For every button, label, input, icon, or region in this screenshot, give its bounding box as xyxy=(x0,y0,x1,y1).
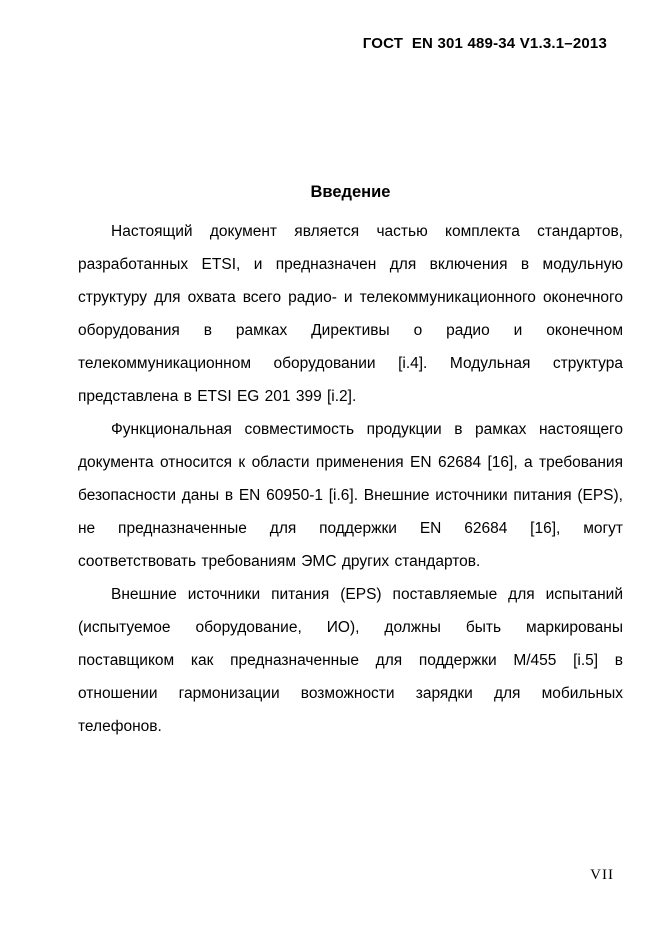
document-body xyxy=(78,178,623,743)
document-header: ГОСТ EN 301 489-34 V1.3.1–2013 xyxy=(362,35,607,52)
page-number: VII xyxy=(590,867,614,883)
section-title: Введение xyxy=(310,183,391,201)
paragraph-3: Внешние источники питания (EPS) поставляемые для испытаний (испытуемое оборудование, ИО), должны быть маркированы поставщиком как предназначенные для поддержки M/455 [i.5] в отношении гармонизации возможности зарядки для мобильных телефонов. xyxy=(78,586,623,735)
paragraph-2: Функциональная совместимость продукции в рамках настоящего документа относится к области применения EN 62684 [16], а требования безопасности даны в EN 60950-1 [i.6]. Внешние источники питания (EPS), не предназначенные для поддержки EN 62684 [16], могут соответствовать требованиям ЭМС других стандартов. xyxy=(78,421,623,570)
paragraph-1: Настоящий документ является частью комплекта стандартов, разработанных ETSI, и предназначен для включения в модульную структуру для охвата всего радио- и телекоммуникационного оконечного оборудования в рамках Директивы о радио и оконечном телекоммуникационном оборудовании [i.4]. Модульная структура представлена в ETSI EG 201 399 [i.2]. xyxy=(78,223,623,405)
